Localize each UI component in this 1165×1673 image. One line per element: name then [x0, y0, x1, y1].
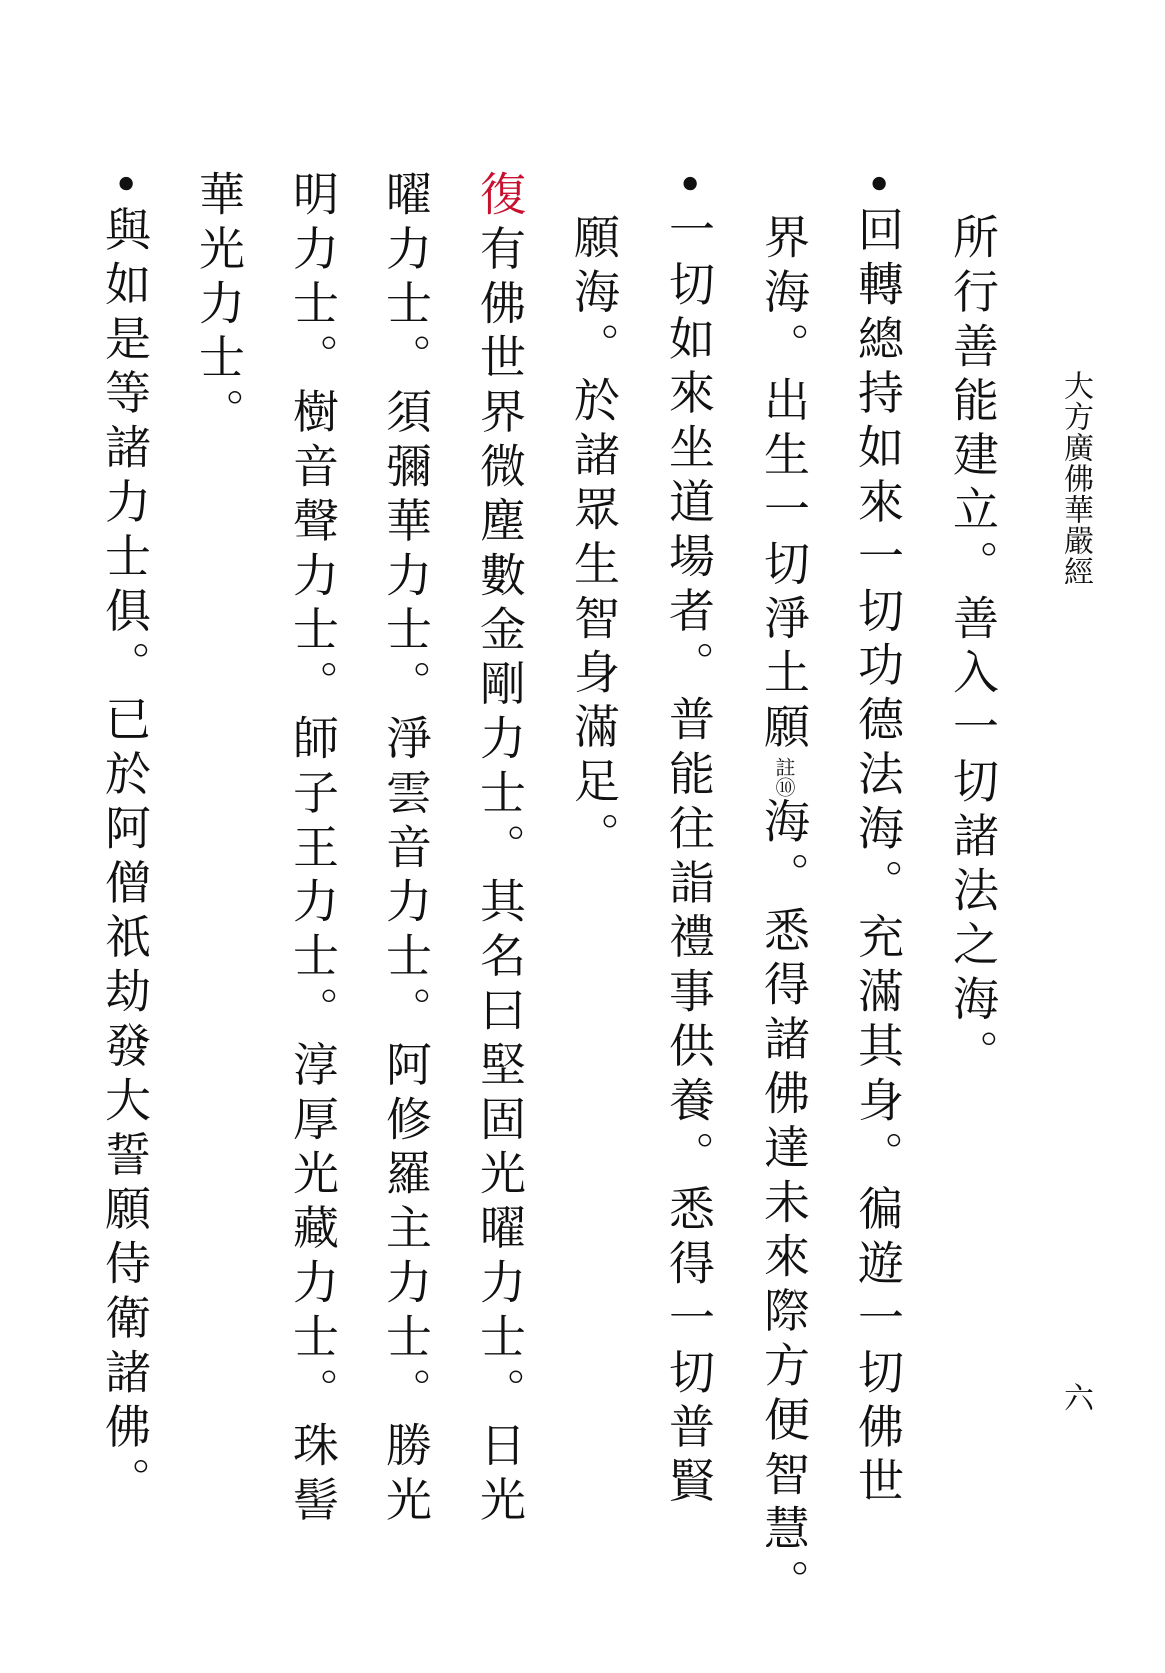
text-column-9: 華光力士。 [192, 170, 246, 442]
text-column-10: •與如是等諸力士俱。已於阿僧祇劫發大誓願侍衛諸佛。 [98, 170, 152, 1512]
text-column-4: •一切如來坐道場者。普能往詣禮事供養。悉得一切普賢 [662, 170, 716, 1512]
text-column-2: •回轉總持如來一切功德法海。充滿其身。徧遊一切佛世 [851, 170, 905, 1512]
text-column-6 [467, 170, 533, 1630]
text-column-7: 曜力士。須彌華力士。淨雲音力士。阿修羅主力士。勝光 [379, 170, 433, 1530]
text-column-8: 明力士。樹音聲力士。師子王力士。淳厚光藏力士。珠髻 [286, 170, 340, 1530]
running-header-title: 大方廣佛華嚴經 [1058, 370, 1093, 587]
text-column-3 [751, 213, 817, 1673]
column-6-text: 有佛世界微塵數金剛力士。其名曰堅固光曜力士。日光 [473, 224, 527, 1531]
column-3-text-after-note: 海。悉得諸佛達未來際方便智慧。 [757, 797, 811, 1613]
footnote-marker: 註⑩ [772, 757, 796, 797]
red-initial-character: 復 [473, 170, 527, 225]
column-3-text-before-note: 界海。出生一切淨土願 [757, 213, 811, 757]
page-number: 六 [1058, 1382, 1093, 1412]
text-column-5: 願海。於諸眾生智身滿足。 [567, 213, 621, 866]
text-column-1: 所行善能建立。善入一切諸法之海。 [946, 213, 1000, 1084]
